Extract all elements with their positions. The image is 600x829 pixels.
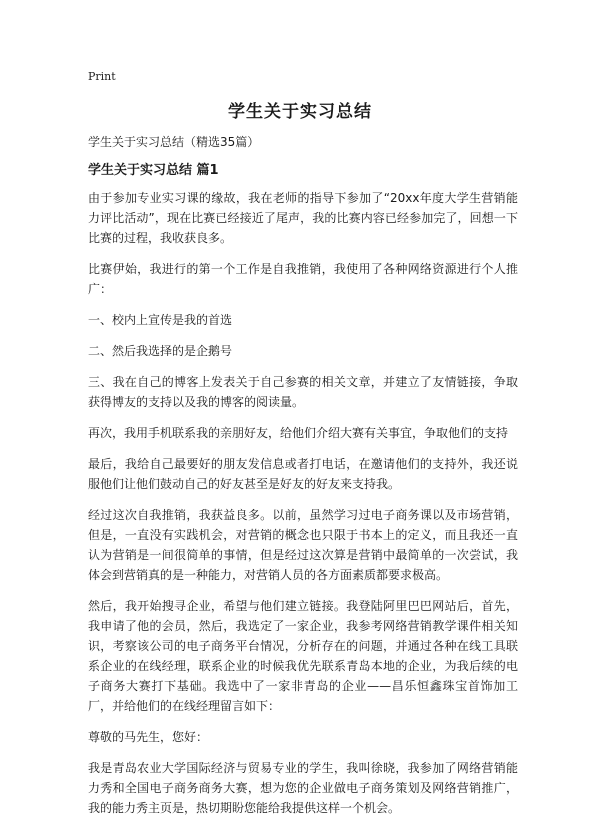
paragraph-self-promotion: 比赛伊始，我进行的第一个工作是自我推销，我使用了各种网络资源进行个人推广：: [88, 262, 518, 296]
paragraph-closest-friends: 最后，我给自己最要好的朋友发信息或者打电话，在邀请他们的支持外，我还说服他们让他们鼓动自己的好友甚至是好友的好友来支持我。: [88, 457, 518, 491]
list-item-2: 二、然后我选择的是企鹅号: [88, 344, 233, 358]
paragraph-contact-friends: 再次，我用手机联系我的亲朋好友，给他们介绍大赛有关事宜，争取他们的支持: [88, 426, 509, 440]
document-subtitle: 学生关于实习总结（精选35篇）: [88, 135, 260, 149]
document-title: 学生关于实习总结: [228, 102, 372, 122]
paragraph-letter-body: 我是青岛农业大学国际经济与贸易专业的学生，我叫徐晓，我参加了网络营销能力秀和全国电子商务商务大赛，想为您的企业做电子商务策划及网络营销推广，我的能力秀主页是，热切期盼您能给我提供这样一个机会。: [88, 761, 518, 815]
paragraph-intro: 由于参加专业实习课的缘故，我在老师的指导下参加了“20xx年度大学生营销能力评比活动”，现在比赛已经接近了尾声，我的比赛内容已经参加完了，回想一下比赛的过程，我收获良多。: [88, 191, 518, 245]
paragraph-company-search: 然后，我开始搜寻企业，希望与他们建立链接。我登陆阿里巴巴网站后，首先，我申请了他的会员，然后，我选定了一家企业，我参考网络营销教学课件相关知识，考察该公司的电子商务平台情况，分析存在的问题，并通过各种在线工具联系企业的在线经理，联系企业的时候我优先联系青岛本地的企业，为我后续的电子商务大赛打下基础。我选中了一家非青岛的企业——昌乐恒鑫珠宝首饰加工厂，并给他们的在线经理留言如下：: [88, 599, 518, 713]
list-item-1: 一、校内上宣传是我的首选: [88, 313, 233, 327]
paragraph-reflection: 经过这次自我推销，我获益良多。以前，虽然学习过电子商务课以及市场营销，但是，一直没有实践机会，对营销的概念也只限于书本上的定义，而且我还一直认为营销是一间很简单的事情，但是经过这次算是营销中最简单的一次尝试，我体会到营销真的是一种能力，对营销人员的各方面素质都要求极高。: [88, 508, 518, 582]
paragraph-salutation: 尊敬的马先生，您好：: [88, 730, 209, 744]
document-body: [88, 133, 518, 829]
section-heading: 学生关于实习总结 篇1: [88, 163, 219, 178]
print-link[interactable]: Print: [88, 70, 116, 83]
list-item-3: 三、我在自己的博客上发表关于自己参赛的相关文章，并建立了友情链接，争取获得博友的支持以及我的博客的阅读量。: [88, 375, 518, 409]
